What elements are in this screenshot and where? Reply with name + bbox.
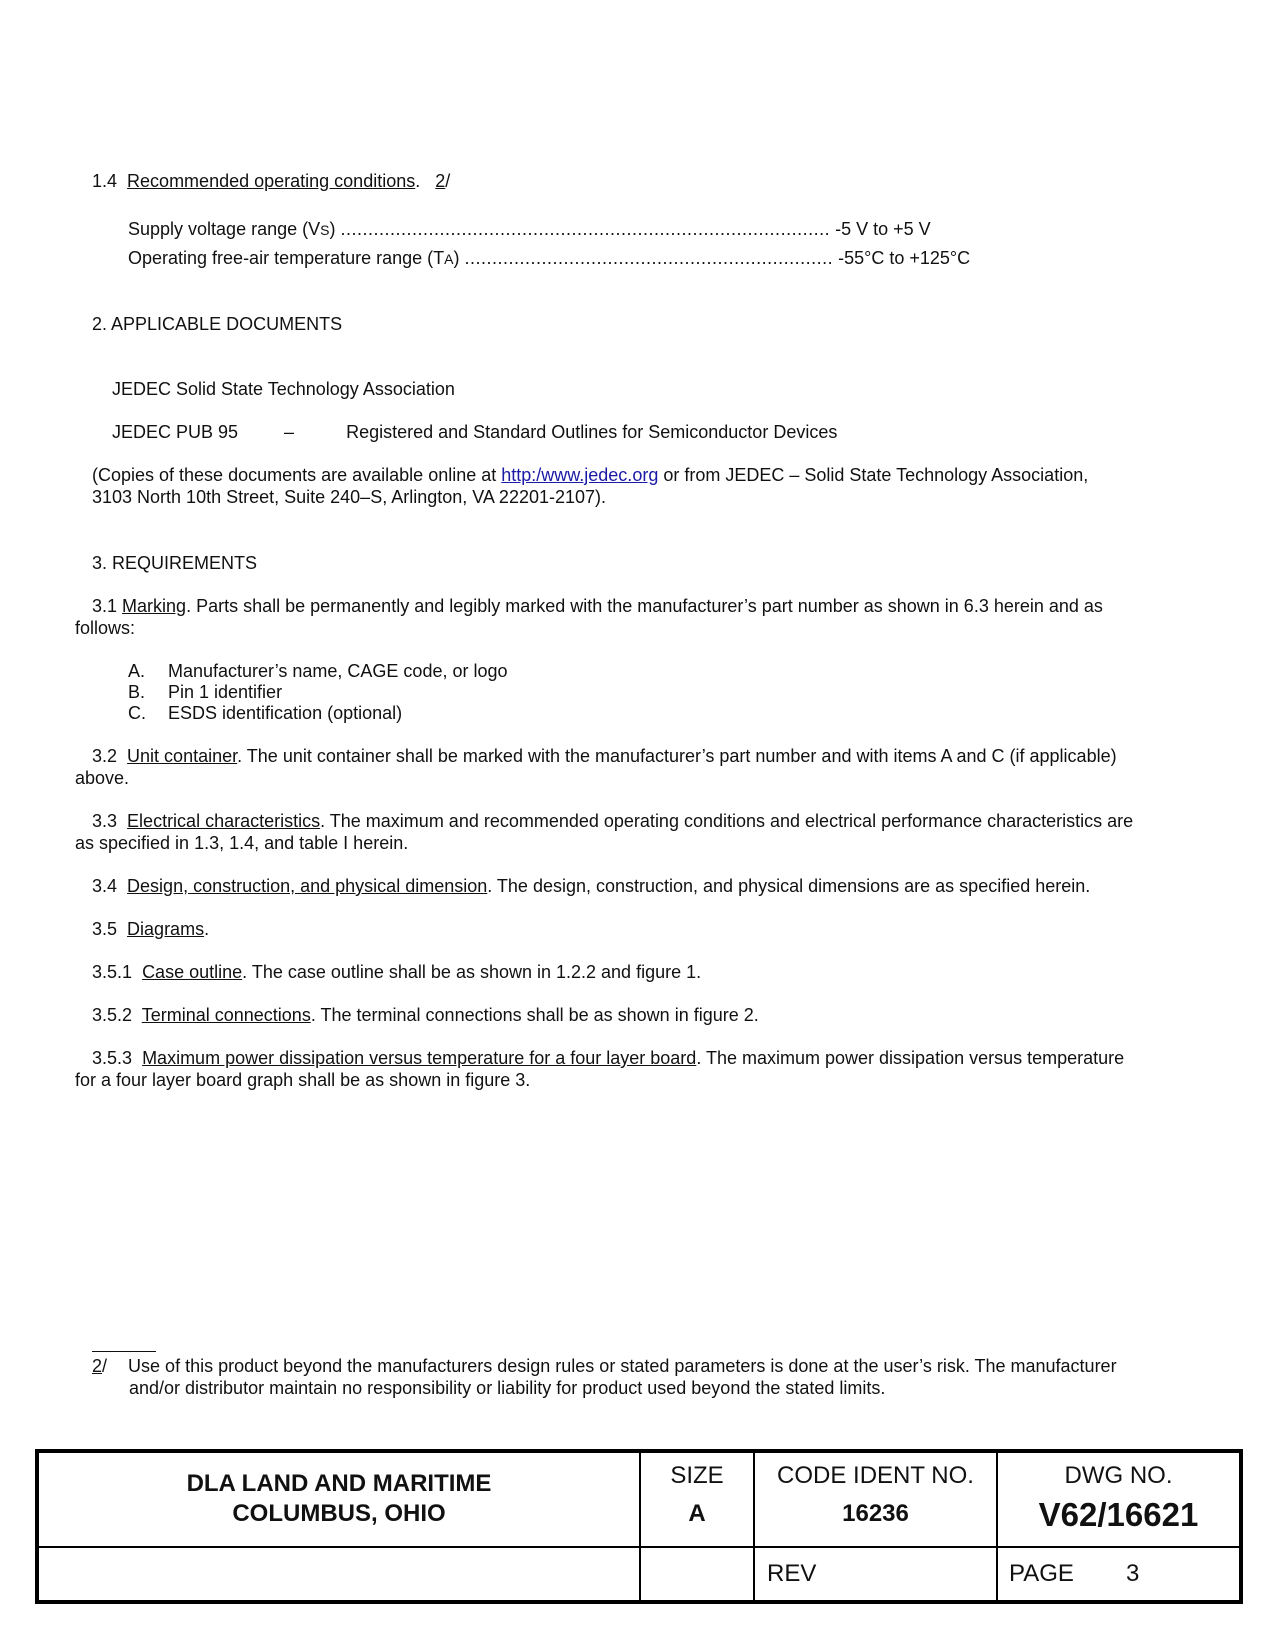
footnote-ref: 2 (435, 171, 446, 191)
supply-voltage-row (128, 218, 931, 241)
para-3-1-line-2: follows: (75, 618, 136, 638)
size-label: SIZE (670, 1462, 724, 1489)
list-letter: C. (128, 703, 146, 723)
title-block-divider (640, 1546, 1239, 1548)
temp-subscript: A (444, 251, 454, 267)
temp-close: ) (453, 248, 460, 268)
para-3-4 (92, 875, 1090, 897)
supply-close: ) (329, 219, 336, 239)
para-text: . The unit container shall be marked with the manufacturer’s part number and with items A and C (if applicable) (237, 746, 1117, 766)
para-3-2-line-1 (92, 745, 1117, 767)
period: . (415, 171, 421, 191)
para-title: Marking (122, 596, 187, 616)
pub-number: JEDEC PUB 95 (112, 422, 239, 442)
footnote-line-2: and/or distributor maintain no responsibility or liability for product used beyond the stated limits. (129, 1378, 886, 1398)
list-letter: A. (128, 661, 146, 681)
temp-label: Operating free-air temperature range (T (128, 248, 445, 268)
para-title: Electrical characteristics (127, 811, 321, 831)
para-text: . Parts shall be permanently and legibly marked with the manufacturer’s part number as shown in 6.3 herein and as (186, 596, 1103, 616)
para-title: Diagrams (127, 919, 205, 939)
para-title: Maximum power dissipation versus temperature for a four layer board (142, 1048, 697, 1068)
page-label: PAGE (1009, 1560, 1074, 1587)
list-text: Pin 1 identifier (168, 682, 283, 702)
code-ident-label: CODE IDENT NO. (777, 1462, 974, 1489)
pub-title: Registered and Standard Outlines for Semiconductor Devices (346, 422, 838, 442)
para-number: 3.5.1 (92, 962, 133, 982)
dash: – (284, 422, 295, 442)
copies-text-post: or from JEDEC – Solid State Technology Association, (658, 465, 1089, 485)
para-text: . The maximum power dissipation versus temperature (696, 1048, 1125, 1068)
para-title: Case outline (142, 962, 243, 982)
list-item (128, 681, 282, 703)
section-number: 1.4 (92, 171, 118, 191)
copies-line-1 (92, 464, 1088, 486)
para-3-2-line-2: above. (75, 768, 130, 788)
para-number: 3.3 (92, 811, 118, 831)
section-1-4-heading (92, 170, 450, 192)
leader-dots: ......................................................................................... (340, 219, 831, 239)
para-3-5-1 (92, 961, 701, 983)
para-number: 3.4 (92, 876, 118, 896)
temperature-row (128, 247, 970, 270)
para-number: 3.5.2 (92, 1005, 133, 1025)
title-block (35, 1449, 1243, 1604)
org-line-1: DLA LAND AND MARITIME (186, 1470, 492, 1497)
para-3-3-line-1 (92, 810, 1133, 832)
rev-label: REV (767, 1560, 817, 1587)
list-letter: B. (128, 682, 146, 702)
dwg-no-label: DWG NO. (1064, 1462, 1173, 1489)
section-title: Recommended operating conditions (127, 171, 416, 191)
section-3-heading: 3. REQUIREMENTS (92, 553, 258, 573)
list-item (128, 660, 508, 682)
footnote-slash: / (445, 171, 451, 191)
supply-value: -5 V to +5 V (835, 219, 931, 239)
footnote-text: Use of this product beyond the manufacturers design rules or stated parameters is done at the user’s risk. The manufacturer (128, 1356, 1117, 1376)
copies-line-2: 3103 North 10th Street, Suite 240–S, Arlington, VA 22201-2107). (92, 487, 607, 507)
para-3-5-3-line-2: for a four layer board graph shall be as shown in figure 3. (75, 1070, 531, 1090)
para-number: 3.5.3 (92, 1048, 133, 1068)
dwg-no-value: V62/16621 (1038, 1496, 1199, 1533)
footnote-line-1 (92, 1355, 1117, 1377)
page-value: 3 (1126, 1560, 1140, 1587)
jedec-pub-row (112, 421, 837, 443)
para-text: . The maximum and recommended operating conditions and electrical performance characteristics are (320, 811, 1134, 831)
para-number: 3.2 (92, 746, 118, 766)
org-name (39, 1469, 639, 1529)
section-2-heading: 2. APPLICABLE DOCUMENTS (92, 314, 343, 334)
size-value: A (688, 1500, 706, 1527)
para-text: . The design, construction, and physical dimensions are as specified herein. (487, 876, 1091, 896)
para-3-3-line-2: as specified in 1.3, 1.4, and table I herein. (75, 833, 409, 853)
footnote-slash: / (102, 1356, 108, 1376)
footnote-ref: 2 (92, 1356, 103, 1376)
list-text: Manufacturer’s name, CAGE code, or logo (168, 661, 508, 681)
para-3-5 (92, 918, 209, 940)
jedec-link[interactable]: http:/www.jedec.org (501, 465, 659, 485)
para-title: Unit container (127, 746, 238, 766)
para-number: 3.5 (92, 919, 118, 939)
para-title: Terminal connections (141, 1005, 311, 1025)
list-item (128, 702, 402, 724)
para-text: . The terminal connections shall be as shown in figure 2. (310, 1005, 759, 1025)
para-text: . (204, 919, 210, 939)
supply-subscript: S (320, 222, 330, 238)
leader-dots: ................................................................... (464, 248, 834, 268)
list-text: ESDS identification (optional) (168, 703, 403, 723)
temp-value: -55°C to +125°C (838, 248, 971, 268)
para-title: Design, construction, and physical dimension (127, 876, 488, 896)
para-text: . The case outline shall be as shown in 1.2.2 and figure 1. (242, 962, 702, 982)
para-3-5-3-line-1 (92, 1047, 1124, 1069)
code-ident-value: 16236 (842, 1500, 909, 1527)
jedec-org: JEDEC Solid State Technology Association (112, 379, 455, 399)
title-block-divider-left (39, 1546, 640, 1548)
org-line-2: COLUMBUS, OHIO (232, 1500, 446, 1527)
copies-text: (Copies of these documents are available online at (92, 465, 502, 485)
para-number: 3.1 (92, 596, 118, 616)
footnote-rule (92, 1351, 156, 1352)
para-3-1-line-1 (92, 595, 1103, 617)
para-3-5-2 (92, 1004, 759, 1026)
supply-label: Supply voltage range (V (128, 219, 321, 239)
